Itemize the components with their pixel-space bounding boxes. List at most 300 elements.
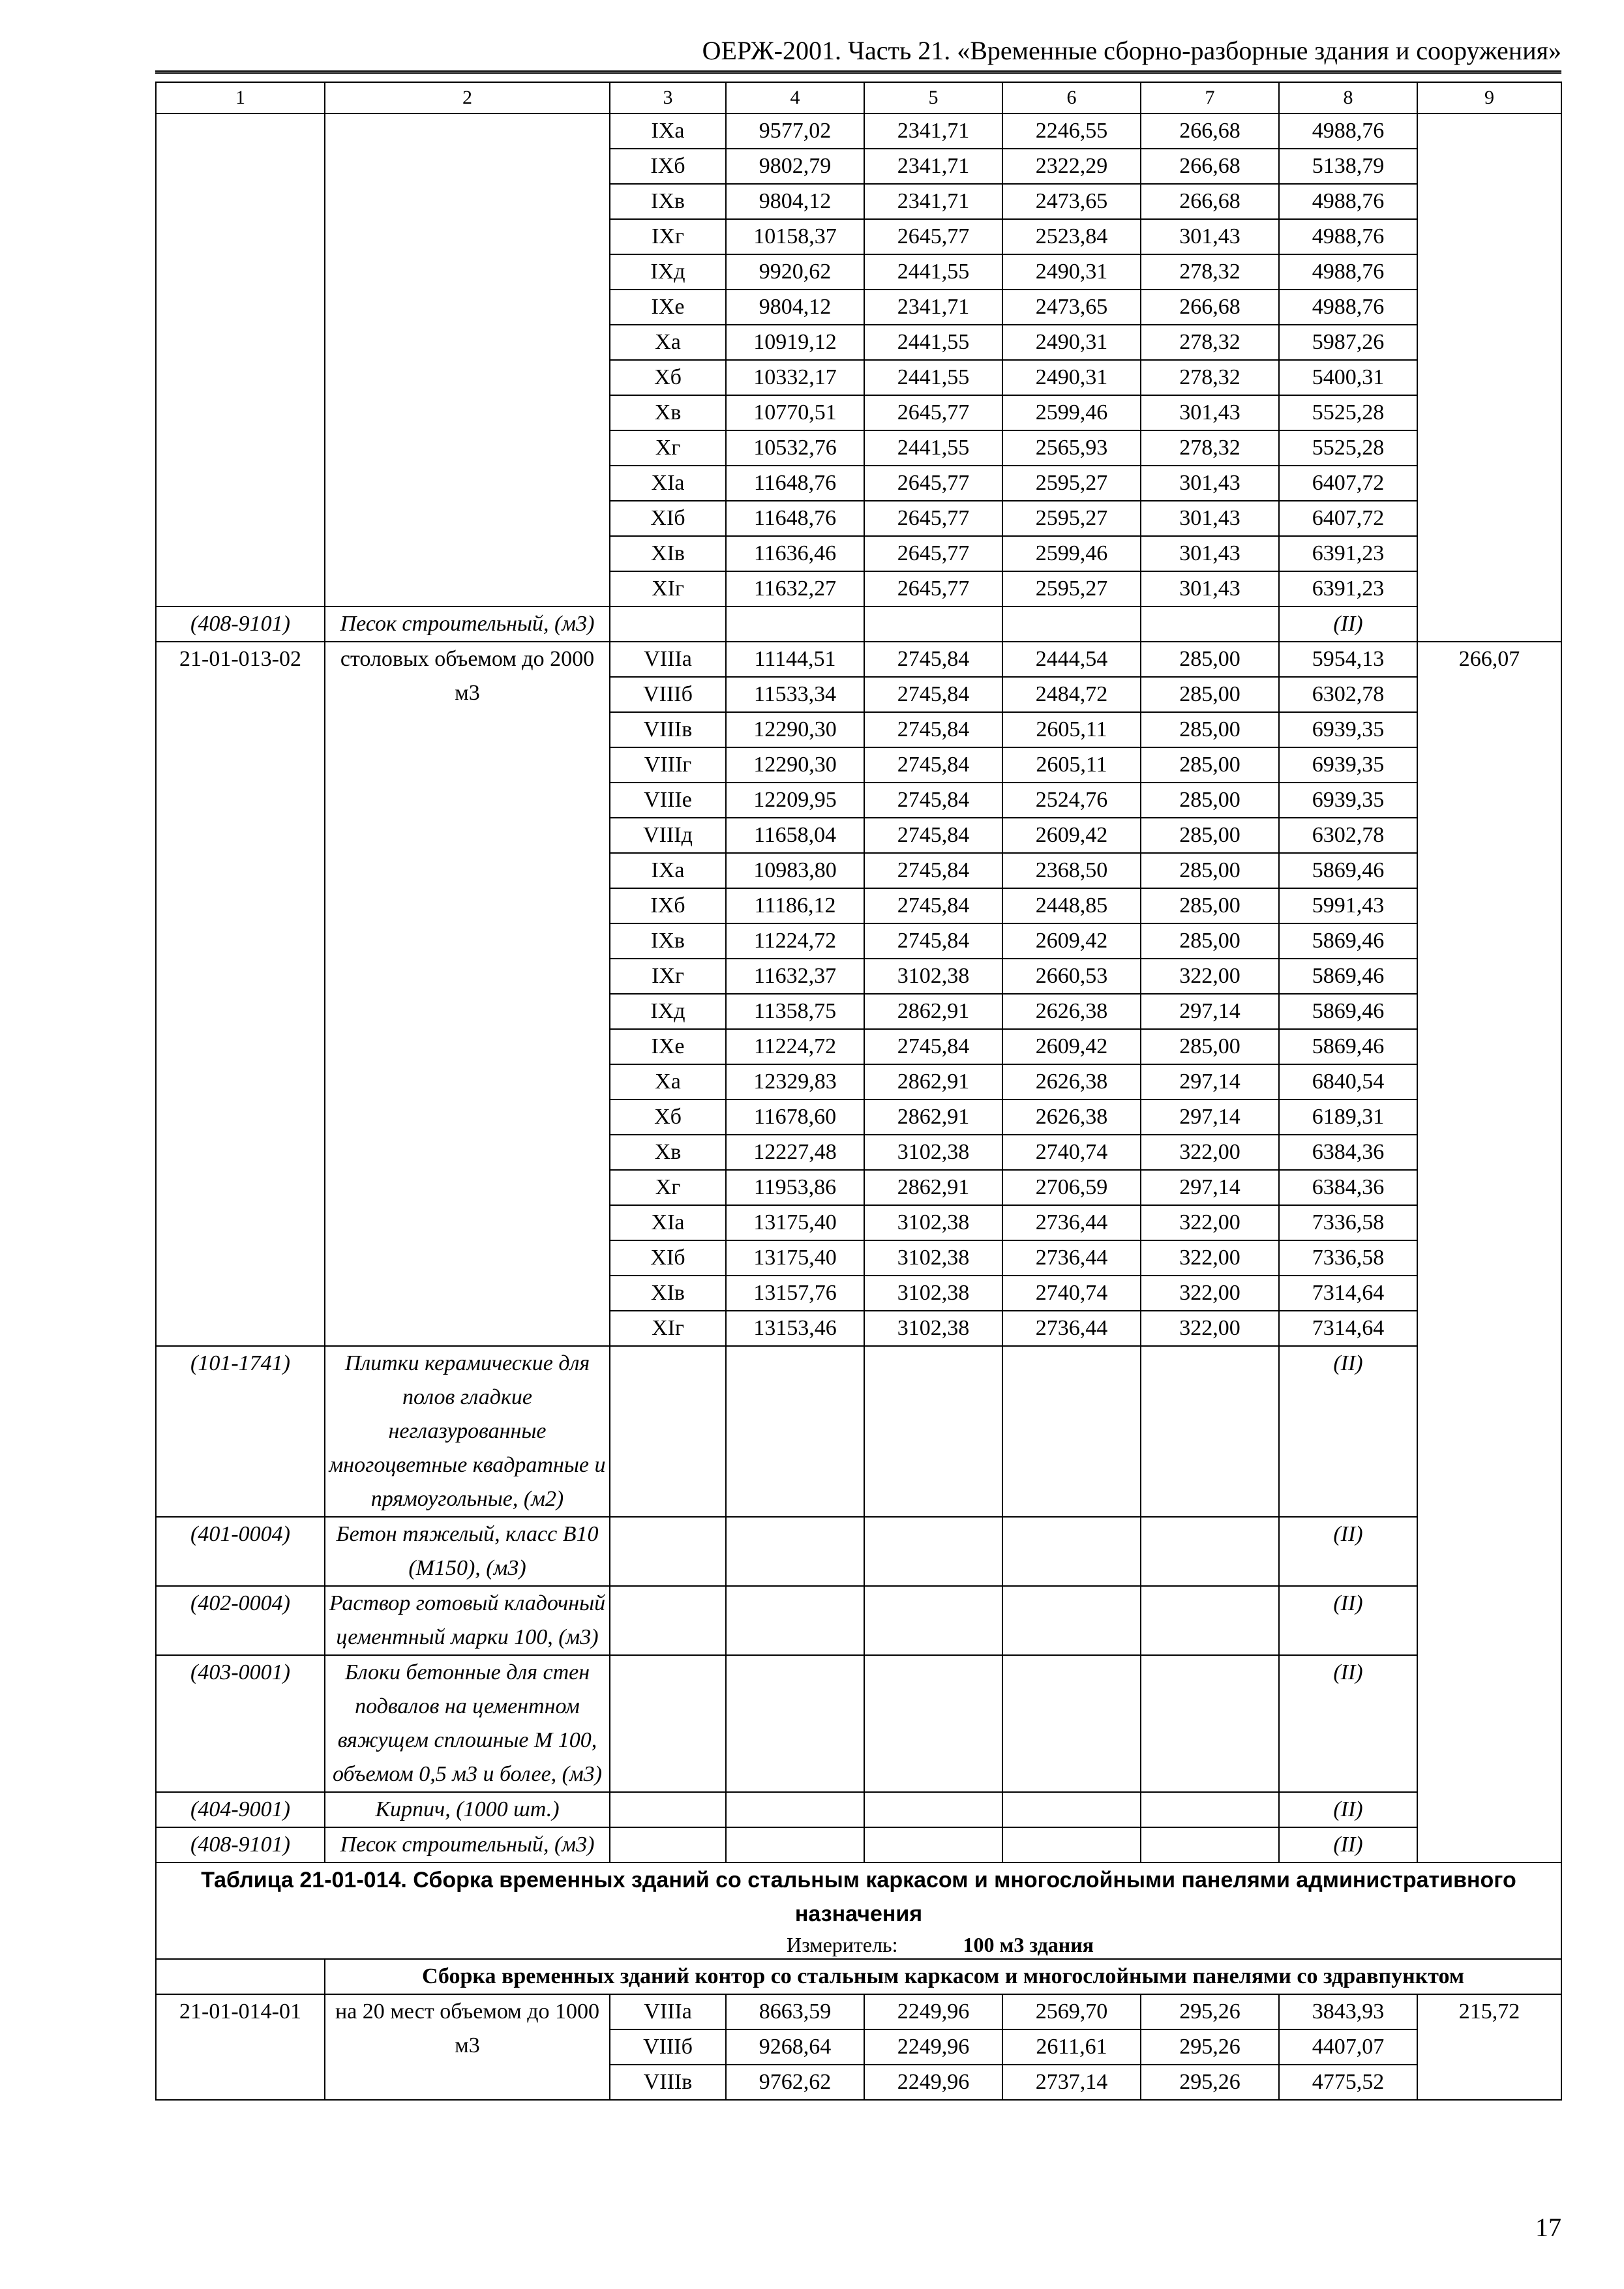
value-cell: 9804,12 — [726, 184, 864, 219]
value-cell: 2645,77 — [864, 536, 1002, 571]
value-cell: 11678,60 — [726, 1100, 864, 1135]
value-cell: 2745,84 — [864, 1029, 1002, 1064]
value-cell: 2595,27 — [1002, 501, 1141, 536]
value-cell: 2605,11 — [1002, 712, 1141, 747]
value-cell: 5525,28 — [1279, 430, 1417, 466]
value-cell: 4988,76 — [1279, 290, 1417, 325]
material-row — [156, 1792, 1561, 1827]
value-cell: 5869,46 — [1279, 923, 1417, 959]
empty-cell — [726, 1346, 864, 1517]
value-cell: 2645,77 — [864, 501, 1002, 536]
value-cell: 2444,54 — [1002, 642, 1141, 677]
empty-cell — [1141, 1792, 1279, 1827]
value-cell: 6302,78 — [1279, 818, 1417, 853]
value-cell: 2740,74 — [1002, 1276, 1141, 1311]
value-cell: IXа — [610, 113, 726, 149]
value-cell: 2484,72 — [1002, 677, 1141, 712]
value-cell: 2368,50 — [1002, 853, 1141, 888]
empty-cell — [610, 606, 726, 642]
value-cell: 285,00 — [1141, 712, 1279, 747]
value-cell: 2645,77 — [864, 466, 1002, 501]
value-cell: 2745,84 — [864, 888, 1002, 923]
value-cell: VIIIв — [610, 2065, 726, 2100]
material-mark: (II) — [1279, 1586, 1417, 1655]
column-number: 2 — [325, 82, 610, 113]
value-cell: 2246,55 — [1002, 113, 1141, 149]
material-name: Плитки керамические для полов гладкие неглазурованные многоцветные квадратные и прямоугольные, (м2) — [325, 1346, 610, 1517]
material-code: (101-1741) — [156, 1346, 325, 1517]
material-mark: (II) — [1279, 1655, 1417, 1792]
value-cell: 5869,46 — [1279, 959, 1417, 994]
value-cell: IXа — [610, 853, 726, 888]
value-cell: 2745,84 — [864, 747, 1002, 783]
value-cell: XIа — [610, 1205, 726, 1240]
material-row — [156, 1655, 1561, 1792]
value-cell: 13153,46 — [726, 1311, 864, 1346]
value-cell: IXб — [610, 149, 726, 184]
value-cell: 285,00 — [1141, 747, 1279, 783]
value-cell: 2249,96 — [864, 2029, 1002, 2065]
value-cell: 4775,52 — [1279, 2065, 1417, 2100]
value-cell: 2609,42 — [1002, 923, 1141, 959]
value-cell: 322,00 — [1141, 959, 1279, 994]
value-cell: 11648,76 — [726, 501, 864, 536]
value-cell: 2745,84 — [864, 818, 1002, 853]
value-cell: 2736,44 — [1002, 1311, 1141, 1346]
rate-code-cell: 21-01-013-02 — [156, 642, 325, 1346]
value-cell: 278,32 — [1141, 360, 1279, 395]
value-cell: 2322,29 — [1002, 149, 1141, 184]
value-cell: VIIIа — [610, 642, 726, 677]
value-cell: 2745,84 — [864, 853, 1002, 888]
value-cell: VIIIе — [610, 783, 726, 818]
col9-cell — [1417, 113, 1561, 642]
value-cell: 322,00 — [1141, 1135, 1279, 1170]
value-cell: Xб — [610, 1100, 726, 1135]
value-cell: 2599,46 — [1002, 395, 1141, 430]
value-cell: 2565,93 — [1002, 430, 1141, 466]
empty-cell — [864, 1346, 1002, 1517]
value-cell: Xг — [610, 430, 726, 466]
value-cell: 2448,85 — [1002, 888, 1141, 923]
empty-cell — [726, 1792, 864, 1827]
value-cell: 285,00 — [1141, 783, 1279, 818]
value-cell: 2473,65 — [1002, 184, 1141, 219]
value-cell: IXв — [610, 923, 726, 959]
value-cell: 11632,37 — [726, 959, 864, 994]
value-cell: 295,26 — [1141, 2065, 1279, 2100]
value-cell: 2862,91 — [864, 994, 1002, 1029]
measure-line — [157, 1931, 1561, 1958]
material-code: (408-9101) — [156, 1827, 325, 1863]
value-cell: 12329,83 — [726, 1064, 864, 1100]
value-cell: 2599,46 — [1002, 536, 1141, 571]
value-cell: 301,43 — [1141, 466, 1279, 501]
rate-name-cell: на 20 мест объемом до 1000 м3 — [325, 1994, 610, 2100]
empty-cell — [864, 1517, 1002, 1586]
value-cell: 7336,58 — [1279, 1240, 1417, 1276]
value-cell: 5869,46 — [1279, 994, 1417, 1029]
value-cell: 301,43 — [1141, 571, 1279, 606]
value-cell: VIIIг — [610, 747, 726, 783]
value-cell: 2569,70 — [1002, 1994, 1141, 2029]
value-cell: 12290,30 — [726, 712, 864, 747]
value-cell: XIб — [610, 1240, 726, 1276]
value-cell: 6302,78 — [1279, 677, 1417, 712]
material-mark: (II) — [1279, 1792, 1417, 1827]
value-cell: 295,26 — [1141, 1994, 1279, 2029]
value-cell: 5138,79 — [1279, 149, 1417, 184]
value-cell: 6384,36 — [1279, 1170, 1417, 1205]
value-cell: VIIIб — [610, 2029, 726, 2065]
value-cell: 322,00 — [1141, 1276, 1279, 1311]
value-cell: 4407,07 — [1279, 2029, 1417, 2065]
value-cell: 10983,80 — [726, 853, 864, 888]
value-cell: 2595,27 — [1002, 571, 1141, 606]
empty-cell — [610, 1517, 726, 1586]
value-cell: 6407,72 — [1279, 466, 1417, 501]
value-cell: 13175,40 — [726, 1240, 864, 1276]
value-cell: 2609,42 — [1002, 1029, 1141, 1064]
value-cell: XIв — [610, 536, 726, 571]
value-cell: XIа — [610, 466, 726, 501]
value-cell: 6939,35 — [1279, 712, 1417, 747]
value-cell: 2341,71 — [864, 113, 1002, 149]
value-cell: 3843,93 — [1279, 1994, 1417, 2029]
material-row — [156, 1346, 1561, 1517]
value-cell: 295,26 — [1141, 2029, 1279, 2065]
value-cell: 13175,40 — [726, 1205, 864, 1240]
value-cell: Xб — [610, 360, 726, 395]
rate-code-cell: 21-01-014-01 — [156, 1994, 325, 2100]
material-code: (401-0004) — [156, 1517, 325, 1586]
value-cell: 285,00 — [1141, 888, 1279, 923]
empty-cell — [1141, 1586, 1279, 1655]
subheading-row — [156, 1959, 1561, 1994]
value-cell: 7314,64 — [1279, 1276, 1417, 1311]
empty-cell — [1002, 606, 1141, 642]
value-cell: IXд — [610, 254, 726, 290]
table-row — [156, 113, 1561, 149]
value-cell: 9804,12 — [726, 290, 864, 325]
value-cell: 13157,76 — [726, 1276, 864, 1311]
value-cell: 11658,04 — [726, 818, 864, 853]
value-cell: 2706,59 — [1002, 1170, 1141, 1205]
value-cell: 7314,64 — [1279, 1311, 1417, 1346]
value-cell: 2341,71 — [864, 290, 1002, 325]
material-row — [156, 606, 1561, 642]
value-cell: 322,00 — [1141, 1240, 1279, 1276]
material-code: (403-0001) — [156, 1655, 325, 1792]
value-cell: 2736,44 — [1002, 1240, 1141, 1276]
value-cell: 6840,54 — [1279, 1064, 1417, 1100]
empty-cell — [1002, 1346, 1141, 1517]
rates-table — [155, 82, 1562, 2101]
value-cell: 285,00 — [1141, 923, 1279, 959]
col9-cell: 215,72 — [1417, 1994, 1561, 2100]
value-cell: 11533,34 — [726, 677, 864, 712]
value-cell: IXб — [610, 888, 726, 923]
value-cell: 12290,30 — [726, 747, 864, 783]
value-cell: VIIIв — [610, 712, 726, 747]
value-cell: 11224,72 — [726, 923, 864, 959]
empty-cell — [864, 1792, 1002, 1827]
empty-cell — [610, 1586, 726, 1655]
value-cell: IXе — [610, 290, 726, 325]
value-cell: 266,68 — [1141, 149, 1279, 184]
empty-cell — [1141, 1517, 1279, 1586]
value-cell: 3102,38 — [864, 1205, 1002, 1240]
value-cell: 10532,76 — [726, 430, 864, 466]
value-cell: 2737,14 — [1002, 2065, 1141, 2100]
value-cell: 2660,53 — [1002, 959, 1141, 994]
value-cell: 297,14 — [1141, 1100, 1279, 1135]
value-cell: 6391,23 — [1279, 571, 1417, 606]
value-cell: 301,43 — [1141, 536, 1279, 571]
value-cell: 2645,77 — [864, 395, 1002, 430]
value-cell: 285,00 — [1141, 1029, 1279, 1064]
value-cell: 5869,46 — [1279, 853, 1417, 888]
value-cell: 5525,28 — [1279, 395, 1417, 430]
value-cell: IXв — [610, 184, 726, 219]
value-cell: 2595,27 — [1002, 466, 1141, 501]
empty-cell — [610, 1655, 726, 1792]
material-name: Кирпич, (1000 шт.) — [325, 1792, 610, 1827]
value-cell: 2441,55 — [864, 254, 1002, 290]
material-code: (408-9101) — [156, 606, 325, 642]
column-number: 8 — [1279, 82, 1417, 113]
value-cell: 4988,76 — [1279, 184, 1417, 219]
value-cell: 2249,96 — [864, 1994, 1002, 2029]
empty-cell — [1002, 1655, 1141, 1792]
material-mark: (II) — [1279, 1827, 1417, 1863]
value-cell: 8663,59 — [726, 1994, 864, 2029]
value-cell: 3102,38 — [864, 1240, 1002, 1276]
value-cell: 2626,38 — [1002, 1064, 1141, 1100]
column-number: 3 — [610, 82, 726, 113]
empty-cell — [864, 1827, 1002, 1863]
value-cell: 285,00 — [1141, 853, 1279, 888]
value-cell: 2441,55 — [864, 325, 1002, 360]
material-code: (404-9001) — [156, 1792, 325, 1827]
value-cell: Xв — [610, 1135, 726, 1170]
rate-name-cell: столовых объемом до 2000 м3 — [325, 642, 610, 1346]
material-mark: (II) — [1279, 1346, 1417, 1517]
value-cell: 9920,62 — [726, 254, 864, 290]
value-cell: 2626,38 — [1002, 1100, 1141, 1135]
empty-cell — [1002, 1517, 1141, 1586]
subheading: Сборка временных зданий контор со стальным каркасом и многослойными панелями со здравпунктом — [325, 1959, 1561, 1994]
value-cell: 6384,36 — [1279, 1135, 1417, 1170]
value-cell: 2490,31 — [1002, 325, 1141, 360]
value-cell: 11648,76 — [726, 466, 864, 501]
value-cell: 4988,76 — [1279, 113, 1417, 149]
empty-cell — [1002, 1586, 1141, 1655]
material-mark: (II) — [1279, 1517, 1417, 1586]
value-cell: 4988,76 — [1279, 219, 1417, 254]
value-cell: 278,32 — [1141, 325, 1279, 360]
value-cell: 9802,79 — [726, 149, 864, 184]
table-caption — [156, 1863, 1561, 1959]
value-cell: 4988,76 — [1279, 254, 1417, 290]
measure-label: Измеритель: — [787, 1933, 898, 1956]
value-cell: 285,00 — [1141, 818, 1279, 853]
value-cell: 3102,38 — [864, 959, 1002, 994]
empty-cell — [726, 1655, 864, 1792]
value-cell: 6939,35 — [1279, 783, 1417, 818]
material-name: Раствор готовый кладочный цементный марки 100, (м3) — [325, 1586, 610, 1655]
value-cell: 3102,38 — [864, 1311, 1002, 1346]
value-cell: IXд — [610, 994, 726, 1029]
rate-name-cell — [325, 113, 610, 606]
value-cell: 301,43 — [1141, 501, 1279, 536]
column-number: 9 — [1417, 82, 1561, 113]
value-cell: 11636,46 — [726, 536, 864, 571]
value-cell: 11632,27 — [726, 571, 864, 606]
value-cell: 10158,37 — [726, 219, 864, 254]
value-cell: 9268,64 — [726, 2029, 864, 2065]
value-cell: 2740,74 — [1002, 1135, 1141, 1170]
value-cell: XIв — [610, 1276, 726, 1311]
material-name: Песок строительный, (м3) — [325, 606, 610, 642]
value-cell: 2341,71 — [864, 149, 1002, 184]
material-mark: (II) — [1279, 606, 1417, 642]
value-cell: 266,68 — [1141, 184, 1279, 219]
value-cell: 2645,77 — [864, 571, 1002, 606]
empty-cell — [1141, 1346, 1279, 1517]
value-cell: 285,00 — [1141, 677, 1279, 712]
rate-code-cell — [156, 113, 325, 606]
empty-cell — [864, 1586, 1002, 1655]
empty-cell — [610, 1346, 726, 1517]
value-cell: 11953,86 — [726, 1170, 864, 1205]
value-cell: 2736,44 — [1002, 1205, 1141, 1240]
value-cell: 11224,72 — [726, 1029, 864, 1064]
material-row — [156, 1827, 1561, 1863]
value-cell: 6407,72 — [1279, 501, 1417, 536]
value-cell: 2862,91 — [864, 1100, 1002, 1135]
table-row — [156, 642, 1561, 677]
value-cell: 10919,12 — [726, 325, 864, 360]
value-cell: 10770,51 — [726, 395, 864, 430]
empty-cell — [610, 1827, 726, 1863]
value-cell: IXе — [610, 1029, 726, 1064]
column-number: 1 — [156, 82, 325, 113]
empty-cell — [1002, 1792, 1141, 1827]
value-cell: 5954,13 — [1279, 642, 1417, 677]
value-cell: 6391,23 — [1279, 536, 1417, 571]
value-cell: 2745,84 — [864, 712, 1002, 747]
material-name: Бетон тяжелый, класс В10 (М150), (м3) — [325, 1517, 610, 1586]
table-row — [156, 1994, 1561, 2029]
column-number-row — [156, 82, 1561, 113]
value-cell: Xг — [610, 1170, 726, 1205]
value-cell: 322,00 — [1141, 1205, 1279, 1240]
value-cell: 9762,62 — [726, 2065, 864, 2100]
value-cell: 2745,84 — [864, 923, 1002, 959]
measure-value: 100 м3 здания — [963, 1933, 1094, 1956]
value-cell: Xв — [610, 395, 726, 430]
material-name: Блоки бетонные для стен подвалов на цементном вяжущем сплошные М 100, объемом 0,5 м3 и более, (м3) — [325, 1655, 610, 1792]
value-cell: 297,14 — [1141, 1064, 1279, 1100]
table-title: Таблица 21-01-014. Сборка временных зданий со стальным каркасом и многослойными панелями административного назначения — [201, 1868, 1516, 1926]
value-cell: 5400,31 — [1279, 360, 1417, 395]
value-cell: VIIIд — [610, 818, 726, 853]
value-cell: 2341,71 — [864, 184, 1002, 219]
value-cell: 278,32 — [1141, 430, 1279, 466]
value-cell: Xа — [610, 1064, 726, 1100]
col9-cell: 266,07 — [1417, 642, 1561, 1863]
empty-cell — [156, 1959, 325, 1994]
value-cell: 2862,91 — [864, 1064, 1002, 1100]
value-cell: VIIIа — [610, 1994, 726, 2029]
empty-cell — [610, 1792, 726, 1827]
value-cell: 2745,84 — [864, 783, 1002, 818]
value-cell: 2473,65 — [1002, 290, 1141, 325]
value-cell: 2605,11 — [1002, 747, 1141, 783]
value-cell: 5987,26 — [1279, 325, 1417, 360]
value-cell: 11186,12 — [726, 888, 864, 923]
value-cell: 5991,43 — [1279, 888, 1417, 923]
empty-cell — [864, 1655, 1002, 1792]
value-cell: 2609,42 — [1002, 818, 1141, 853]
value-cell: 2490,31 — [1002, 254, 1141, 290]
value-cell: 2745,84 — [864, 642, 1002, 677]
empty-cell — [1141, 1655, 1279, 1792]
value-cell: 7336,58 — [1279, 1205, 1417, 1240]
empty-cell — [1141, 1827, 1279, 1863]
value-cell: 322,00 — [1141, 1311, 1279, 1346]
column-number: 6 — [1002, 82, 1141, 113]
value-cell: 12209,95 — [726, 783, 864, 818]
empty-cell — [726, 1586, 864, 1655]
value-cell: VIIIб — [610, 677, 726, 712]
value-cell: 10332,17 — [726, 360, 864, 395]
page-number: 17 — [1535, 2213, 1561, 2242]
value-cell: IXг — [610, 959, 726, 994]
value-cell: 2626,38 — [1002, 994, 1141, 1029]
empty-cell — [726, 606, 864, 642]
table-caption-row — [156, 1863, 1561, 1959]
value-cell: XIг — [610, 1311, 726, 1346]
column-number: 7 — [1141, 82, 1279, 113]
value-cell: 2745,84 — [864, 677, 1002, 712]
value-cell: 278,32 — [1141, 254, 1279, 290]
material-code: (402-0004) — [156, 1586, 325, 1655]
material-name: Песок строительный, (м3) — [325, 1827, 610, 1863]
value-cell: 3102,38 — [864, 1135, 1002, 1170]
value-cell: 11144,51 — [726, 642, 864, 677]
value-cell: 12227,48 — [726, 1135, 864, 1170]
value-cell: 2490,31 — [1002, 360, 1141, 395]
value-cell: IXг — [610, 219, 726, 254]
value-cell: 2645,77 — [864, 219, 1002, 254]
value-cell: 301,43 — [1141, 395, 1279, 430]
value-cell: 11358,75 — [726, 994, 864, 1029]
value-cell: 2611,61 — [1002, 2029, 1141, 2065]
page-header: ОЕРЖ-2001. Часть 21. «Временные сборно-разборные здания и сооружения» — [155, 38, 1561, 74]
value-cell: 2441,55 — [864, 430, 1002, 466]
material-row — [156, 1586, 1561, 1655]
value-cell: XIб — [610, 501, 726, 536]
value-cell: 266,68 — [1141, 290, 1279, 325]
value-cell: 3102,38 — [864, 1276, 1002, 1311]
value-cell: 5869,46 — [1279, 1029, 1417, 1064]
column-number: 5 — [864, 82, 1002, 113]
value-cell: 2249,96 — [864, 2065, 1002, 2100]
value-cell: 9577,02 — [726, 113, 864, 149]
value-cell: 2524,76 — [1002, 783, 1141, 818]
